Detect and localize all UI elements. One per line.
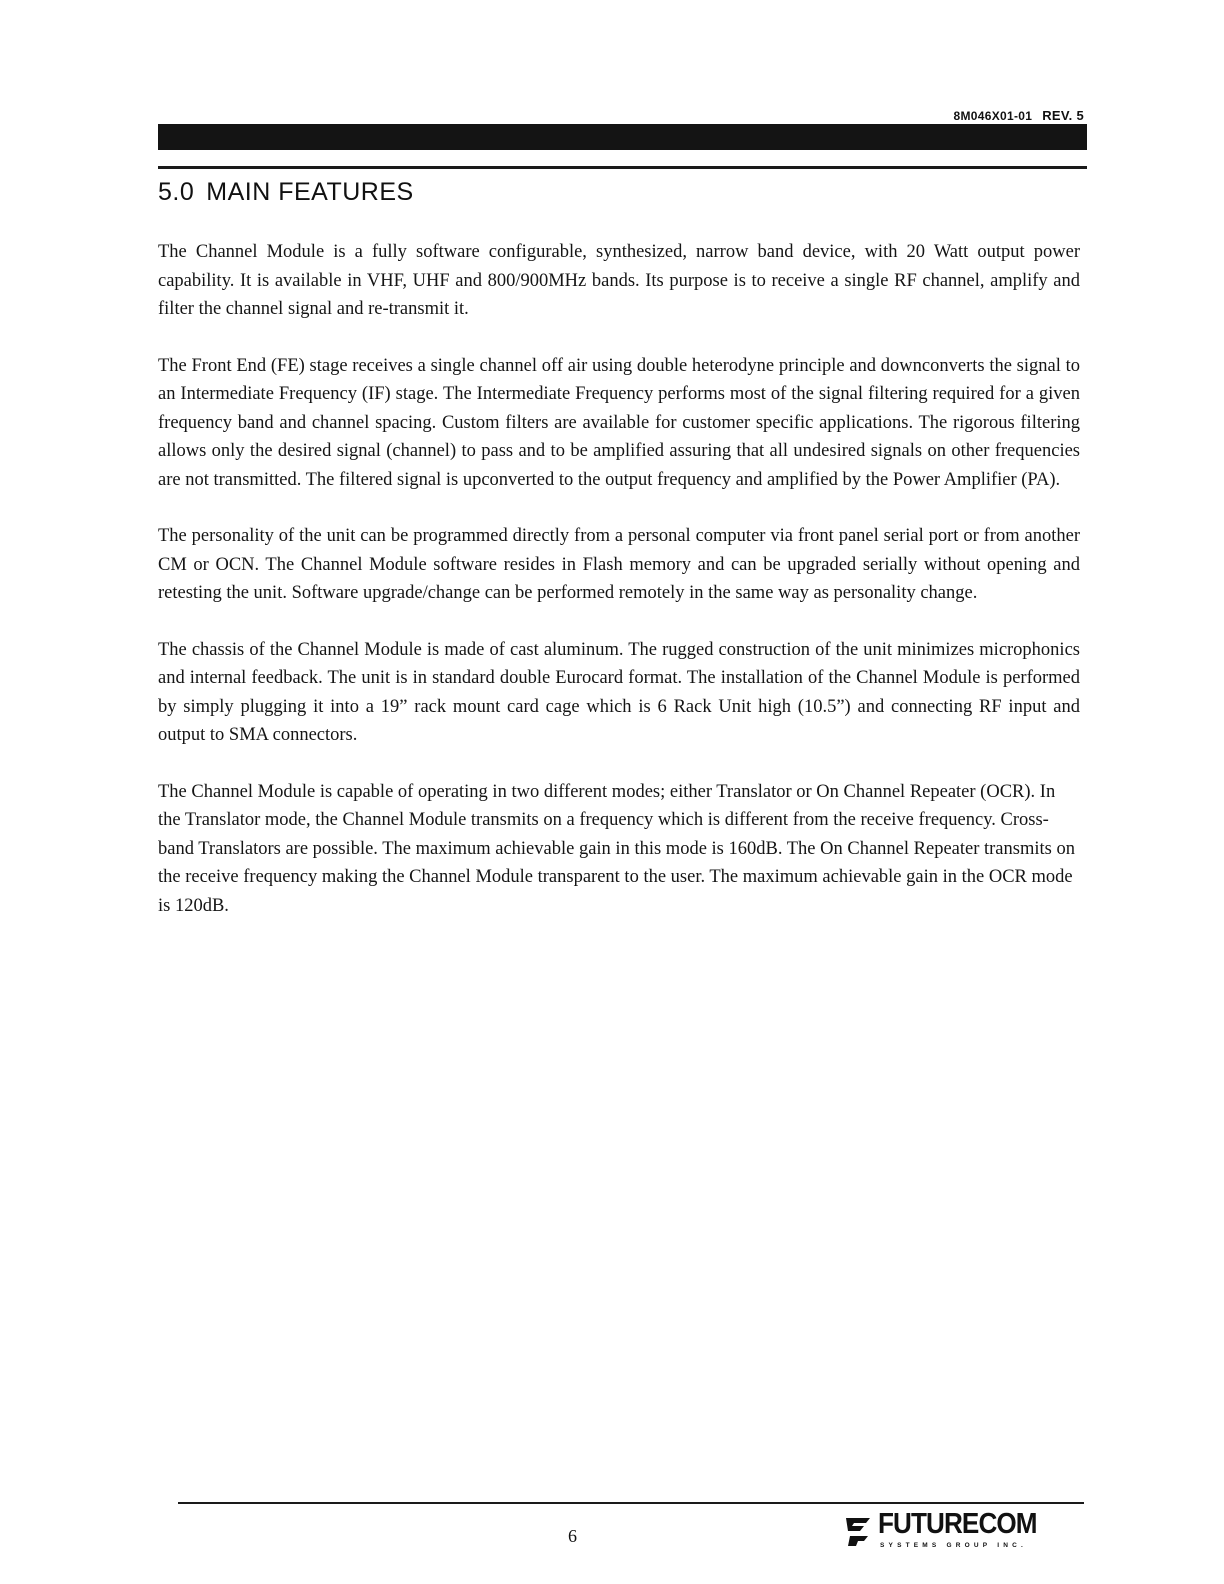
company-name: FUTURECOM [878,1508,1037,1540]
section-title: MAIN FEATURES [206,178,414,206]
paragraph-modes: The Channel Module is capable of operating in two different modes; either Translator or On Channel Repeater (OCR). In the Translator mode, the Channel Module transmits on a frequency which is different from the receive frequency. Cross-band Translators are possible. The maximum achievable gain in this mode is 160dB. The On Channel Repeater transmits on the receive frequency making the Channel Module transparent to the user. The maximum achievable gain in the OCR mode is 120dB. [158,781,1075,916]
body-text [158,238,1080,948]
paragraph-front-end: The Front End (FE) stage receives a single channel off air using double heterodyne principle and downconverts the signal to an Intermediate Frequency (IF) stage. The Intermediate Frequency performs most of the signal filtering required for a given frequency band and channel spacing. Custom filters are available for customer specific applications. The rigorous filtering allows only the desired signal (channel) to pass and to be amplified assuring that all undesired signals on other frequencies are not transmitted. The filtered signal is upconverted to the output frequency and amplified by the Power Amplifier (PA). [158,355,1080,490]
section-number: 5.0 [158,178,195,206]
paragraph-personality: The personality of the unit can be programmed directly from a personal computer via front panel serial port or from another CM or OCN. The Channel Module software resides in Flash memory and can be upgraded serially without opening and retesting the unit. Software upgrade/change can be performed remotely in the same way as personality change. [158,526,1080,603]
company-logo [844,1508,1069,1558]
paragraph-chassis: The chassis of the Channel Module is made of cast aluminum. The rugged construction of the unit minimizes microphonics and internal feedback. The unit is in standard double Eurocard format. The installation of the Channel Module is performed by simply plugging it into a 19” rack mount card cage which is 6 Rack Unit high (10.5”) and connecting RF input and output to SMA connectors. [158,639,1080,745]
header-rule [158,166,1087,169]
revision-label: REV. 5 [1042,108,1084,123]
company-tagline: SYSTEMS GROUP INC. [880,1542,1027,1549]
header-bar [158,124,1087,150]
document-id [954,108,1084,123]
page-number: 6 [568,1526,577,1546]
footer-rule [178,1502,1084,1504]
paragraph-overview: The Channel Module is a fully software configurable, synthesized, narrow band device, with 20 Watt output power capability. It is available in VHF, UHF and 800/900MHz bands. Its purpose is to receive a single RF channel, amplify and filter the channel signal and re-transmit it. [158,242,1080,319]
doc-number: 8M046X01-01 [953,109,1033,123]
logo-mark-icon [844,1514,872,1548]
section-heading [158,178,414,207]
